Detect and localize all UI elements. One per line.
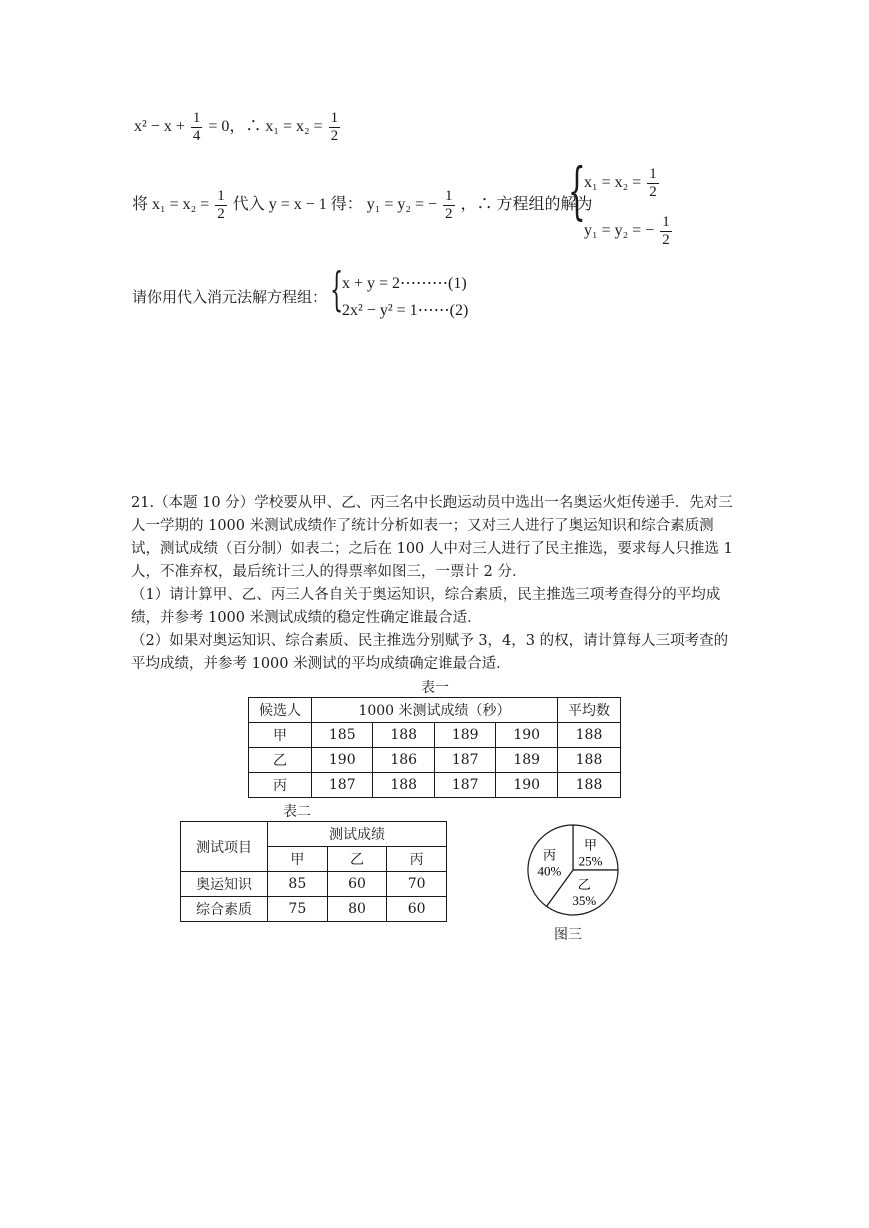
line2-part-d: ，∴ 方程组的解为 [460,196,593,214]
header-1000m: 1000 米测试成绩（秒） [312,698,558,723]
table-row [181,872,447,897]
table1-cell: 188 [558,748,621,773]
problem-21-statement: 21.（本题 10 分）学校要从甲、乙、丙三名中长跑运动员中选出一名奥运火炬传递手．先对三人一学期的 1000 米测试成绩作了统计分析如表一；又对三人进行了奥运知识和综合素质测试，测试成绩（百分制）如表二；之后在 100 人中对三人进行了民主推选，要求每人只推选 1 人，不准弃权，最后统计三人的得票率如图三，一票计 2 分． [131,495,733,580]
solution-row2-fraction: $\frac{1}{2}$ [662,214,670,248]
header-candidate: 候选人 [249,698,312,723]
table2-cell: 85 [268,872,328,897]
table1-cell: 188 [558,723,621,748]
table2-caption: 表二 [283,804,311,820]
table1-cell: 190 [496,773,558,798]
table2-cell: 70 [387,872,447,897]
table1-cell: 188 [373,723,434,748]
pie-label-name-1: 乙 [577,877,591,893]
table1-cell: 188 [558,773,621,798]
fraction-one-half: $\frac{1}{2}$ [330,110,339,144]
table-row [181,897,447,922]
table1-cell: 190 [496,723,558,748]
eq1-right: = 0，∴ x₁ = x₂ = [208,118,323,136]
solution-row1-fraction: $\frac{1}{2}$ [649,166,657,200]
system-brace: { [330,262,344,316]
table2-cell: 75 [268,897,328,922]
question-1: （1）请计算甲、乙、丙三人各自关于奥运知识，综合素质，民主推选三项考查得分的平均成绩，并参考 1000 米测试成绩的稳定性确定谁最合适． [131,587,721,626]
pie-label-name-0: 甲 [583,837,598,853]
question-2: （2）如果对奥运知识、综合素质、民主推选分别赋予 3，4，3 的权，请计算每人三项考查的平均成绩，并参考 1000 米测试的平均成绩确定谁最合适． [131,633,729,672]
table1-cell: 185 [312,723,373,748]
subheader-bing: 丙 [387,847,447,872]
table1-cell: 丙 [249,773,312,798]
table1-cell: 190 [312,748,373,773]
vote-share-pie-chart [518,820,628,920]
table1-cell: 189 [496,748,558,773]
table2-cell: 60 [327,872,387,897]
table1-cell: 187 [312,773,373,798]
table1-cell: 甲 [249,723,312,748]
table1-cell: 186 [373,748,434,773]
eq1-left: x² − x + [134,118,185,136]
subheader-jia: 甲 [268,847,328,872]
table1-cell: 187 [434,748,495,773]
table-row [249,723,621,748]
header-test-item: 测试项目 [181,822,268,872]
solution-brace: { [568,154,586,227]
line2-part-b: 代入 y = x − 1 得： [232,196,363,214]
fraction-line2-1: $\frac{1}{2}$ [217,188,225,222]
table-test-scores [180,821,447,922]
table2-cell: 综合素质 [181,897,268,922]
table1-cell: 188 [373,773,434,798]
pie-label-value-2: 40% [537,863,562,879]
equation-line-1 [134,110,342,145]
table1-cell: 189 [434,723,495,748]
table1-cell: 乙 [249,748,312,773]
line2-part-c: y₁ = y₂ = − [366,196,438,214]
table-1000m-scores [248,697,621,798]
pie-label-value-0: 25% [578,853,603,869]
table2-cell: 80 [327,897,387,922]
solution-row-1: x₁ = x₂ = $\frac{1}{2}$ [584,166,657,200]
system-row-1: x + y = 2⋯⋯⋯(1) [342,275,467,292]
solution-row-2: y₁ = y₂ = − $\frac{1}{2}$ [584,214,670,248]
line2-part-a: 将 x₁ = x₂ = [132,196,210,214]
system-row-2: 2x² − y² = 1⋯⋯(2) [342,302,469,319]
table-row [249,748,621,773]
header-test-scores: 测试成绩 [268,822,447,847]
table-row [249,773,621,798]
equation-line-2 [132,188,593,223]
pie-chart-title: 图三 [554,927,582,943]
table2-cell: 60 [387,897,447,922]
fraction-one-quarter: $\frac{1}{4}$ [192,110,201,144]
fraction-line2-2: $\frac{1}{2}$ [445,188,453,222]
task-label: 请你用代入消元法解方程组： [132,288,328,306]
table2-cell: 奥运知识 [181,872,268,897]
subheader-yi: 乙 [327,847,387,872]
table1-cell: 187 [434,773,495,798]
table1-caption: 表一 [421,680,449,696]
pie-label-name-2: 丙 [542,847,556,863]
pie-label-value-1: 35% [572,893,597,909]
header-mean: 平均数 [558,698,621,723]
